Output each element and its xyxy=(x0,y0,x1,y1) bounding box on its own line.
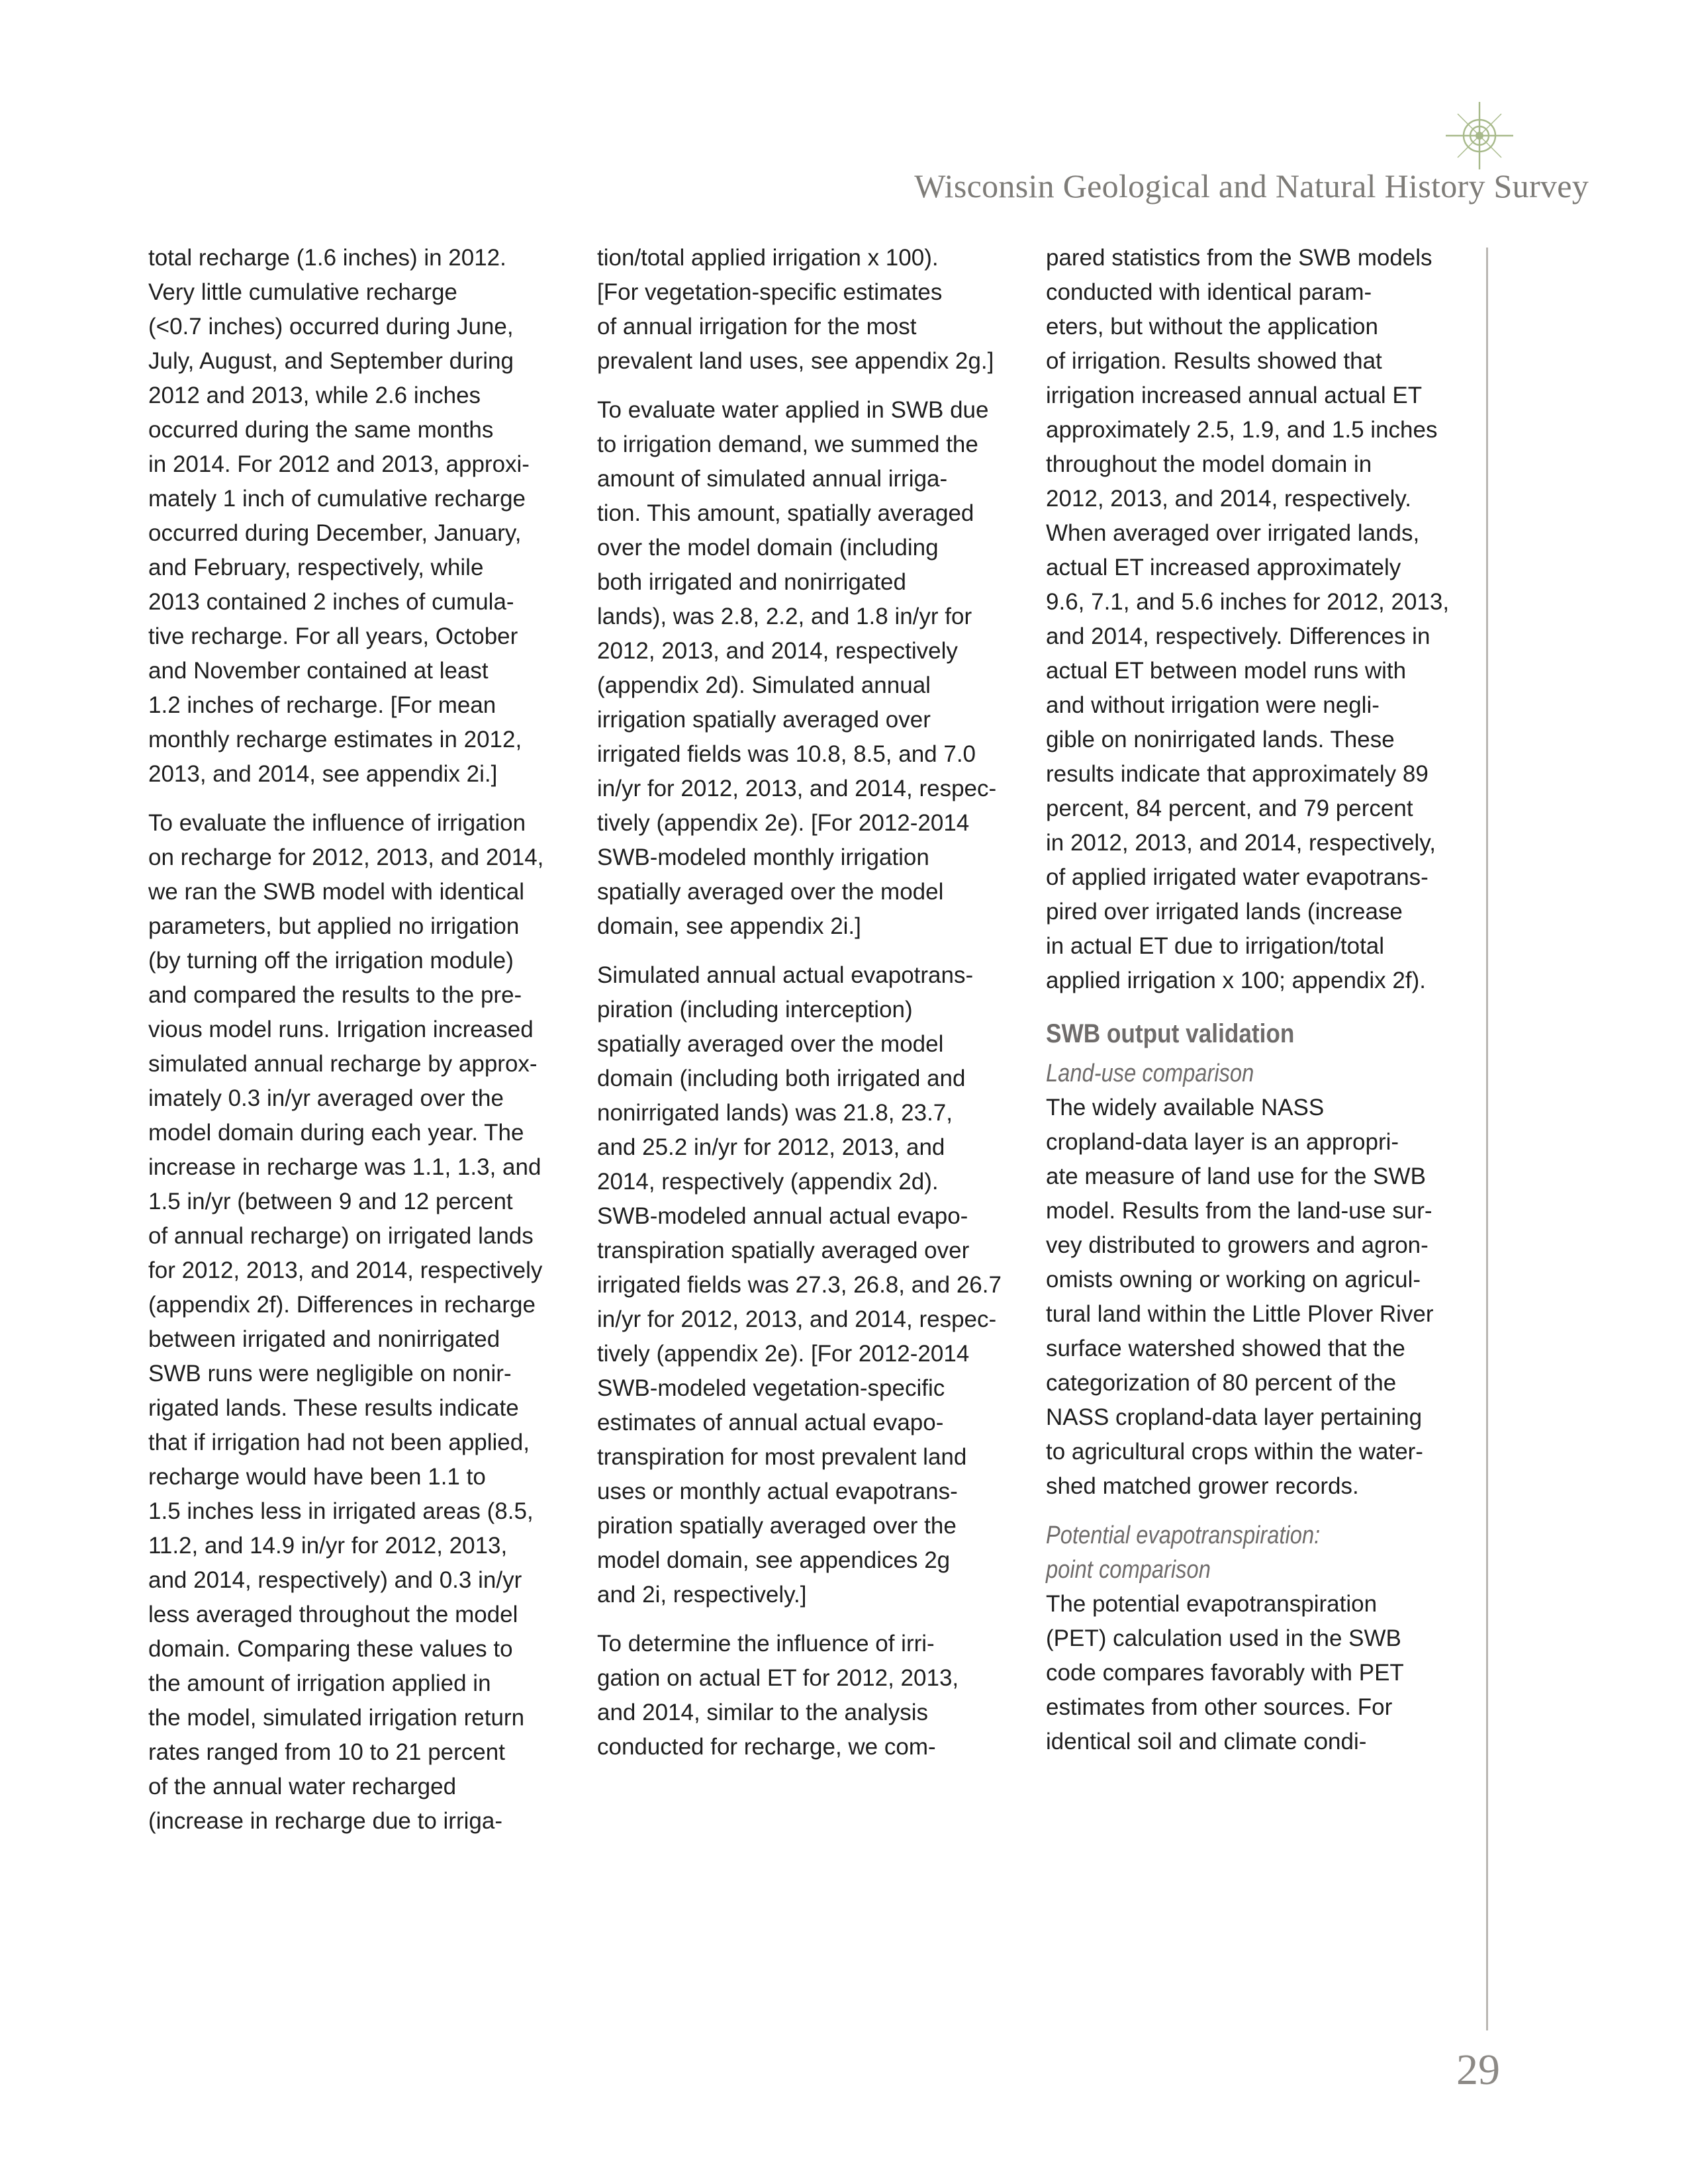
text-line: less averaged throughout the model xyxy=(148,1602,518,1627)
text-line: to agricultural crops within the water- xyxy=(1046,1439,1423,1465)
text-line: and 2i, respectively.] xyxy=(597,1582,807,1608)
text-line: point comparison xyxy=(1046,1556,1211,1584)
text-line: vey distributed to growers and agron- xyxy=(1046,1232,1429,1258)
text-line: estimates from other sources. For xyxy=(1046,1694,1393,1720)
text-line: spatially averaged over the model xyxy=(597,879,944,905)
text-line: of annual recharge) on irrigated lands xyxy=(148,1223,534,1249)
text-line: uses or monthly actual evapotrans- xyxy=(597,1479,958,1504)
text-line: monthly recharge estimates in 2012, xyxy=(148,727,522,752)
text-line: conducted with identical param- xyxy=(1046,279,1372,305)
text-line: July, August, and September during xyxy=(148,348,514,374)
text-line: irrigated fields was 10.8, 8.5, and 7.0 xyxy=(597,741,976,767)
text-line: irrigated fields was 27.3, 26.8, and 26.7 xyxy=(597,1272,1002,1298)
text-line: simulated annual recharge by approx- xyxy=(148,1051,538,1077)
text-line: (<0.7 inches) occurred during June, xyxy=(148,314,514,340)
text-line: recharge would have been 1.1 to xyxy=(148,1464,486,1490)
text-line: domain. Comparing these values to xyxy=(148,1636,513,1662)
text-line: Simulated annual actual evapotrans- xyxy=(597,962,974,988)
text-line: and November contained at least xyxy=(148,658,489,684)
text-line: (PET) calculation used in the SWB xyxy=(1046,1625,1401,1651)
text-line: amount of simulated annual irriga- xyxy=(597,466,948,492)
text-line: occurred during December, January, xyxy=(148,520,522,546)
vertical-rule xyxy=(1486,248,1488,2030)
text-line: tural land within the Little Plover River xyxy=(1046,1301,1434,1327)
text-line: SWB runs were negligible on nonir- xyxy=(148,1361,512,1387)
text-line: percent, 84 percent, and 79 percent xyxy=(1046,796,1413,821)
text-line: of annual irrigation for the most xyxy=(597,314,917,340)
text-line: mately 1 inch of cumulative recharge xyxy=(148,486,526,512)
text-line: actual ET between model runs with xyxy=(1046,658,1407,684)
text-line: 2014, respectively (appendix 2d). xyxy=(597,1169,939,1195)
text-line: surface watershed showed that the xyxy=(1046,1336,1405,1361)
text-column-2 xyxy=(597,241,1021,1779)
text-line: spatially averaged over the model xyxy=(597,1031,944,1057)
text-line: 2012, 2013, and 2014, respectively xyxy=(597,638,958,664)
text-line: nonirrigated lands) was 21.8, 23.7, xyxy=(597,1100,953,1126)
text-line: piration (including interception) xyxy=(597,997,913,1023)
text-line: (by turning off the irrigation module) xyxy=(148,948,514,974)
text-line: 2012, 2013, and 2014, respectively. xyxy=(1046,486,1411,512)
text-line: and February, respectively, while xyxy=(148,555,484,580)
text-line: The potential evapotranspiration xyxy=(1046,1591,1378,1617)
body-paragraph xyxy=(597,393,1021,944)
text-line: categorization of 80 percent of the xyxy=(1046,1370,1397,1396)
text-line: tive recharge. For all years, October xyxy=(148,623,518,649)
text-line: increase in recharge was 1.1, 1.3, and xyxy=(148,1154,541,1180)
text-line: To evaluate water applied in SWB due xyxy=(597,397,989,423)
text-line: gible on nonirrigated lands. These xyxy=(1046,727,1395,752)
text-line: gation on actual ET for 2012, 2013, xyxy=(597,1665,959,1691)
text-line: and 2014, respectively) and 0.3 in/yr xyxy=(148,1567,522,1593)
text-line: estimates of annual actual evapo- xyxy=(597,1410,944,1435)
body-paragraph xyxy=(148,241,572,792)
body-paragraph xyxy=(597,958,1021,1612)
text-line: both irrigated and nonirrigated xyxy=(597,569,906,595)
text-line: prevalent land uses, see appendix 2g.] xyxy=(597,348,994,374)
text-line: of applied irrigated water evapotrans- xyxy=(1046,864,1429,890)
text-line: for 2012, 2013, and 2014, respectively xyxy=(148,1257,543,1283)
text-line: (increase in recharge due to irriga- xyxy=(148,1808,502,1834)
text-line: Very little cumulative recharge xyxy=(148,279,457,305)
body-paragraph xyxy=(597,241,1021,379)
text-line: transpiration for most prevalent land xyxy=(597,1444,967,1470)
text-line: throughout the model domain in xyxy=(1046,451,1372,477)
text-line: The widely available NASS xyxy=(1046,1095,1325,1120)
text-line: When averaged over irrigated lands, xyxy=(1046,520,1420,546)
text-line: SWB-modeled annual actual evapo- xyxy=(597,1203,968,1229)
text-line: we ran the SWB model with identical xyxy=(148,879,525,905)
text-column-1 xyxy=(148,241,572,1853)
text-line: rates ranged from 10 to 21 percent xyxy=(148,1739,505,1765)
text-line: total recharge (1.6 inches) in 2012. xyxy=(148,245,506,271)
header-title: Wisconsin Geological and Natural History Survey xyxy=(914,167,1589,205)
body-paragraph xyxy=(1046,1091,1476,1504)
text-line: 1.5 inches less in irrigated areas (8.5, xyxy=(148,1498,534,1524)
text-line: in/yr for 2012, 2013, and 2014, respec- xyxy=(597,1306,997,1332)
text-line: piration spatially averaged over the xyxy=(597,1513,957,1539)
text-line: 1.2 inches of recharge. [For mean xyxy=(148,692,496,718)
subheading-land-use: Land-use comparison xyxy=(1046,1060,1254,1087)
text-line: model domain during each year. The xyxy=(148,1120,524,1146)
text-line: and compared the results to the pre- xyxy=(148,982,522,1008)
text-line: pared statistics from the SWB models xyxy=(1046,245,1432,271)
body-paragraph xyxy=(1046,1587,1476,1759)
text-line: 1.5 in/yr (between 9 and 12 percent xyxy=(148,1189,513,1214)
text-line: model. Results from the land-use sur- xyxy=(1046,1198,1432,1224)
text-line: 11.2, and 14.9 in/yr for 2012, 2013, xyxy=(148,1533,508,1559)
text-line: SWB-modeled monthly irrigation xyxy=(597,844,929,870)
text-line: tively (appendix 2e). [For 2012-2014 xyxy=(597,1341,970,1367)
text-line: ate measure of land use for the SWB xyxy=(1046,1163,1426,1189)
text-line: omists owning or working on agricul- xyxy=(1046,1267,1421,1293)
body-paragraph xyxy=(148,806,572,1839)
text-line: cropland-data layer is an appropri- xyxy=(1046,1129,1399,1155)
text-line: and 2014, respectively. Differences in xyxy=(1046,623,1430,649)
text-line: in 2014. For 2012 and 2013, approxi- xyxy=(148,451,530,477)
text-line: in 2012, 2013, and 2014, respectively, xyxy=(1046,830,1436,856)
text-line: identical soil and climate condi- xyxy=(1046,1729,1367,1754)
text-line: conducted for recharge, we com- xyxy=(597,1734,936,1760)
text-line: tively (appendix 2e). [For 2012-2014 xyxy=(597,810,970,836)
text-line: lands), was 2.8, 2.2, and 1.8 in/yr for xyxy=(597,604,972,629)
text-line: between irrigated and nonirrigated xyxy=(148,1326,500,1352)
text-line: 9.6, 7.1, and 5.6 inches for 2012, 2013, xyxy=(1046,589,1450,615)
compass-rose-icon xyxy=(1443,99,1516,172)
body-paragraph xyxy=(1046,241,1476,998)
page-number: 29 xyxy=(1456,2046,1500,2094)
text-line: and without irrigation were negli- xyxy=(1046,692,1380,718)
text-line: domain (including both irrigated and xyxy=(597,1066,966,1091)
text-line: that if irrigation had not been applied, xyxy=(148,1430,530,1455)
text-line: parameters, but applied no irrigation xyxy=(148,913,520,939)
text-line: results indicate that approximately 89 xyxy=(1046,761,1429,787)
text-line: shed matched grower records. xyxy=(1046,1473,1359,1499)
text-line: to irrigation demand, we summed the xyxy=(597,432,978,457)
text-line: imately 0.3 in/yr averaged over the xyxy=(148,1085,504,1111)
text-line: and 2014, similar to the analysis xyxy=(597,1700,928,1725)
section-heading: SWB output validation xyxy=(1046,1019,1295,1048)
text-column-3 xyxy=(1046,241,1476,1774)
text-line: tion. This amount, spatially averaged xyxy=(597,500,974,526)
text-line: NASS cropland-data layer pertaining xyxy=(1046,1404,1423,1430)
text-line: occurred during the same months xyxy=(148,417,494,443)
text-line: in/yr for 2012, 2013, and 2014, respec- xyxy=(597,776,997,801)
text-line: domain, see appendix 2i.] xyxy=(597,913,861,939)
text-line: vious model runs. Irrigation increased xyxy=(148,1017,534,1042)
text-line: Potential evapotranspiration: xyxy=(1046,1522,1321,1549)
text-line: code compares favorably with PET xyxy=(1046,1660,1404,1686)
text-line: SWB-modeled vegetation-specific xyxy=(597,1375,945,1401)
text-line: [For vegetation-specific estimates xyxy=(597,279,943,305)
text-line: the amount of irrigation applied in xyxy=(148,1670,491,1696)
text-line: applied irrigation x 100; appendix 2f). xyxy=(1046,968,1426,993)
text-line: (appendix 2d). Simulated annual xyxy=(597,672,931,698)
text-line: over the model domain (including xyxy=(597,535,939,561)
text-line: on recharge for 2012, 2013, and 2014, xyxy=(148,844,544,870)
text-line: irrigation increased annual actual ET xyxy=(1046,383,1423,408)
text-line: 2013, and 2014, see appendix 2i.] xyxy=(148,761,498,787)
text-line: in actual ET due to irrigation/total xyxy=(1046,933,1385,959)
text-line: approximately 2.5, 1.9, and 1.5 inches xyxy=(1046,417,1438,443)
text-line: the model, simulated irrigation return xyxy=(148,1705,525,1731)
text-line: tion/total applied irrigation x 100). xyxy=(597,245,939,271)
text-line: eters, but without the application xyxy=(1046,314,1378,340)
text-line: actual ET increased approximately xyxy=(1046,555,1401,580)
text-line: irrigation spatially averaged over xyxy=(597,707,931,733)
body-paragraph xyxy=(597,1627,1021,1764)
text-line: To determine the influence of irri- xyxy=(597,1631,935,1657)
text-line: pired over irrigated lands (increase xyxy=(1046,899,1403,925)
text-line: model domain, see appendices 2g xyxy=(597,1547,951,1573)
text-line: 2013 contained 2 inches of cumula- xyxy=(148,589,514,615)
text-line: To evaluate the influence of irrigation xyxy=(148,810,526,836)
text-line: transpiration spatially averaged over xyxy=(597,1238,970,1263)
text-line: and 25.2 in/yr for 2012, 2013, and xyxy=(597,1134,945,1160)
subheading-pet xyxy=(1046,1518,1416,1587)
text-line: rigated lands. These results indicate xyxy=(148,1395,519,1421)
text-line: (appendix 2f). Differences in recharge xyxy=(148,1292,536,1318)
text-line: of irrigation. Results showed that xyxy=(1046,348,1382,374)
text-line: 2012 and 2013, while 2.6 inches xyxy=(148,383,481,408)
text-line: of the annual water recharged xyxy=(148,1774,457,1799)
